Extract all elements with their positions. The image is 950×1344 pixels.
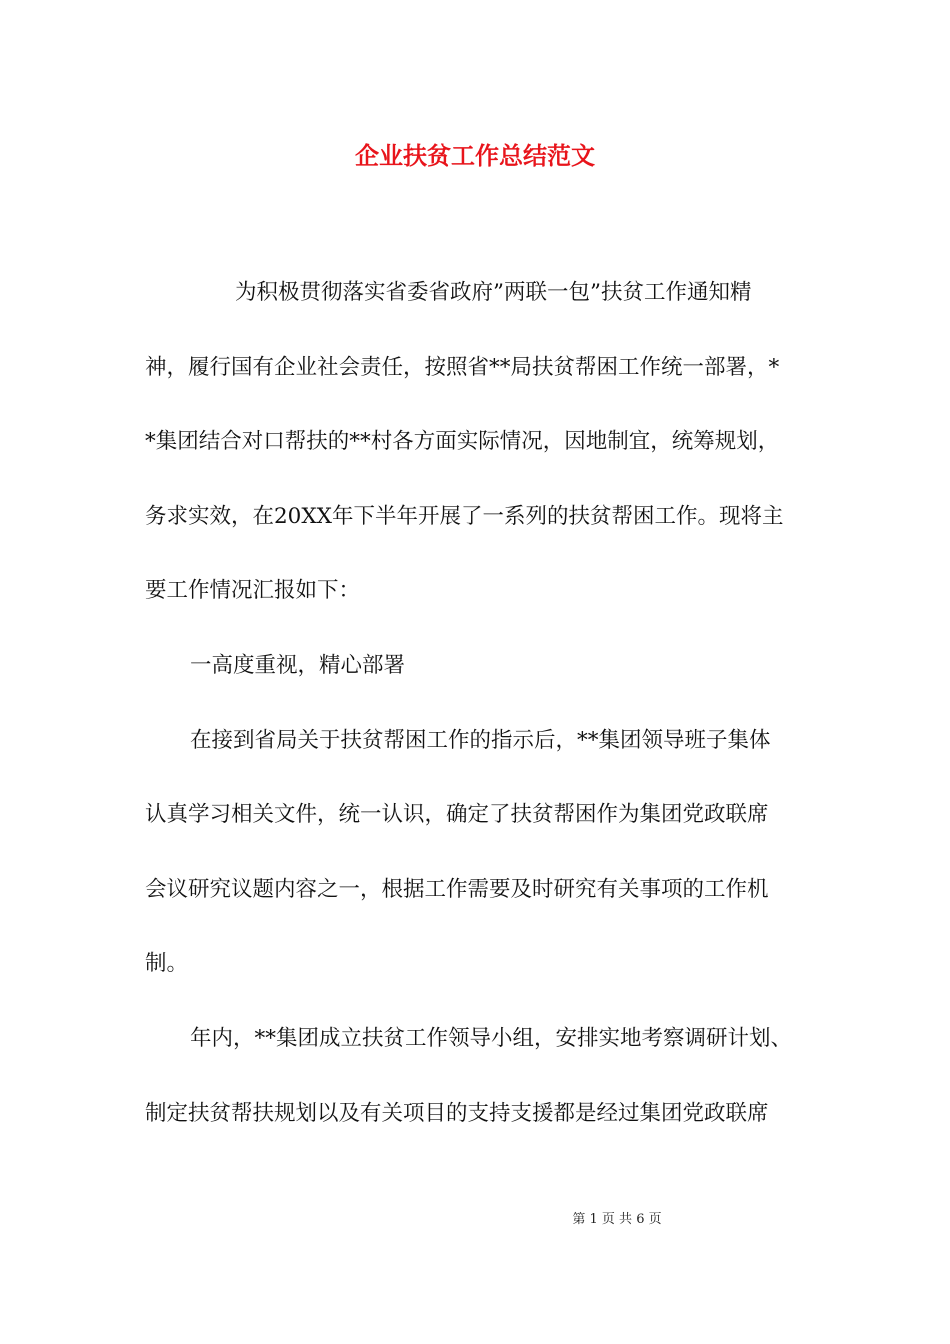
body-text-line: 认真学习相关文件，统一认识，确定了扶贫帮困作为集团党政联席 xyxy=(145,802,769,828)
body-text-line: 制。 xyxy=(145,951,189,977)
body-text-line: 务求实效，在20XX年下半年开展了一系列的扶贫帮困工作。现将主 xyxy=(145,503,784,529)
body-text-line: 年内，**集团成立扶贫工作领导小组，安排实地考察调研计划、 xyxy=(190,1026,793,1051)
body-text-line: 为积极贯彻落实省委省政府”两联一包”扶贫工作通知精 xyxy=(235,280,752,305)
body-text-line: 一高度重视，精心部署 xyxy=(190,653,406,678)
body-text-line: 制定扶贫帮扶规划以及有关项目的支持支援都是经过集团党政联席 xyxy=(145,1100,769,1126)
body-text-line: 神，履行国有企业社会责任，按照省**局扶贫帮困工作统一部署，* xyxy=(145,354,780,380)
body-text-line: 会议研究议题内容之一，根据工作需要及时研究有关事项的工作机 xyxy=(145,876,769,902)
page-footer: 第 1 页 共 6 页 xyxy=(572,1212,662,1227)
body-text-line: 在接到省局关于扶贫帮困工作的指示后，**集团领导班子集体 xyxy=(190,727,771,753)
body-text-line: 要工作情况汇报如下： xyxy=(145,578,361,604)
body-text-line: *集团结合对口帮扶的**村各方面实际情况，因地制宜，统筹规划， xyxy=(145,429,780,455)
document-title: 企业扶贫工作总结范文 xyxy=(355,141,595,170)
